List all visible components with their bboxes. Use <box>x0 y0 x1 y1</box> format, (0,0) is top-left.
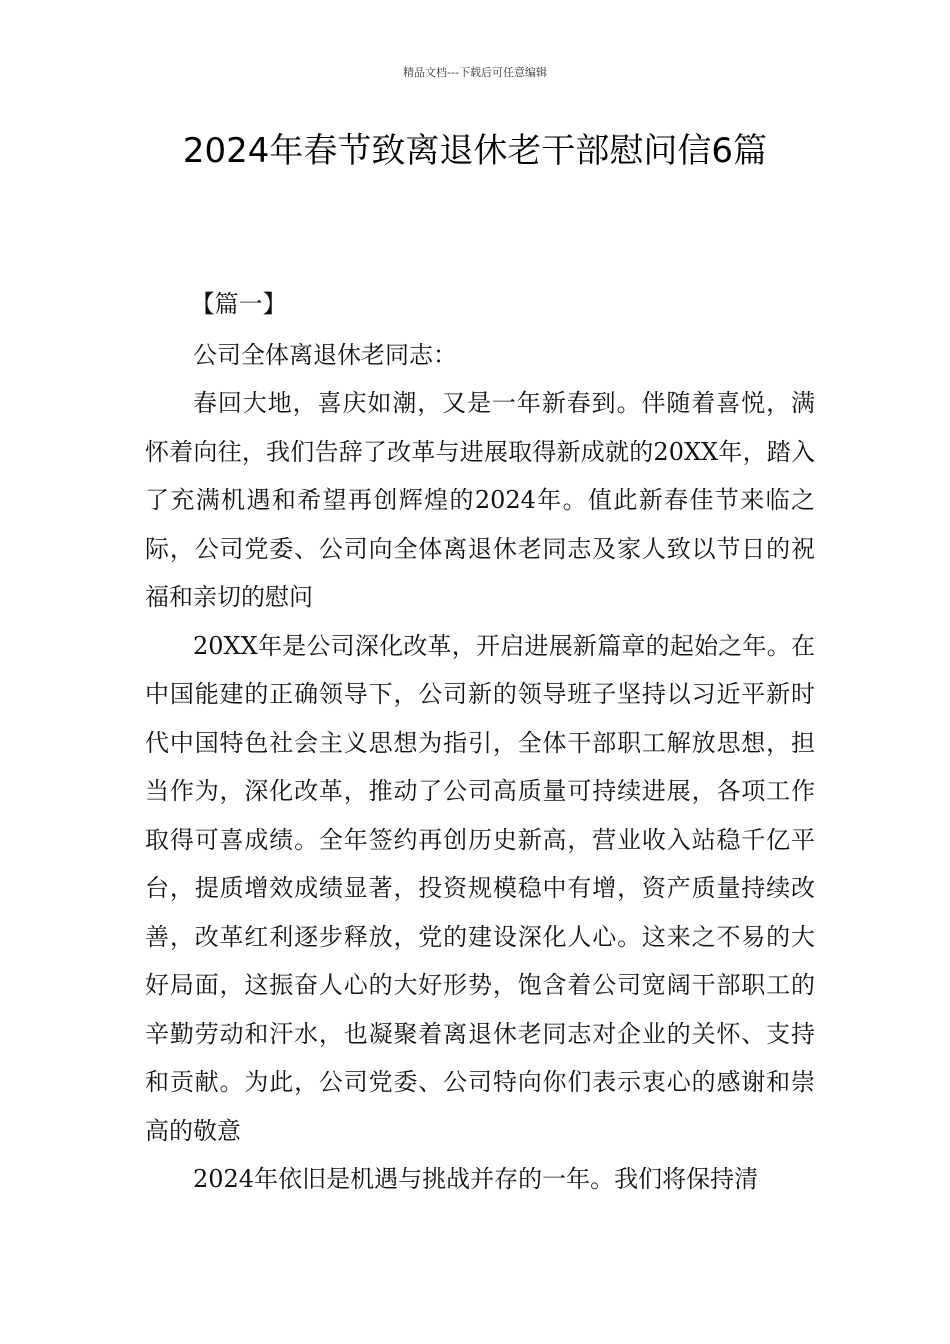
paragraph-1: 春回大地，喜庆如潮，又是一年新春到。伴随着喜悦，满怀着向往，我们告辞了改革与进展取得新成就的20XX年，踏入了充满机遇和希望再创辉煌的2024年。值此新春佳节来临之际，公司党委、公司向全体离退休老同志及家人致以节日的祝福和亲切的慰问 <box>145 389 815 611</box>
salutation: 公司全体离退休老同志： <box>193 340 457 369</box>
paragraph-2: 20XX年是公司深化改革，开启进展新篇章的起始之年。在中国能建的正确领导下，公司新的领导班子坚持以习近平新时代中国特色社会主义思想为指引，全体干部职工解放思想，担当作为，深化改革，推动了公司高质量可持续进展，各项工作取得可喜成绩。全年签约再创历史新高，营业收入站稳千亿平台，提质增效成绩显著，投资规模稳中有增，资产质量持续改善，改革红利逐步释放，党的建设深化人心。这来之不易的大好局面，这振奋人心的大好形势，饱含着公司宽阔干部职工的辛勤劳动和汗水，也凝聚着离退休老同志对企业的关怀、支持和贡献。为此，公司党委、公司特向你们表示衷心的感谢和崇高的敬意 <box>145 631 815 1145</box>
header-note: 精品文档---下载后可任意编辑 <box>403 66 547 79</box>
paragraph-3: 2024年依旧是机遇与挑战并存的一年。我们将保持清 <box>193 1165 759 1193</box>
document-title: 2024年春节致离退休老干部慰问信6篇 <box>182 131 768 171</box>
document-body <box>145 280 815 1204</box>
section-label: 【篇一】 <box>190 290 287 318</box>
